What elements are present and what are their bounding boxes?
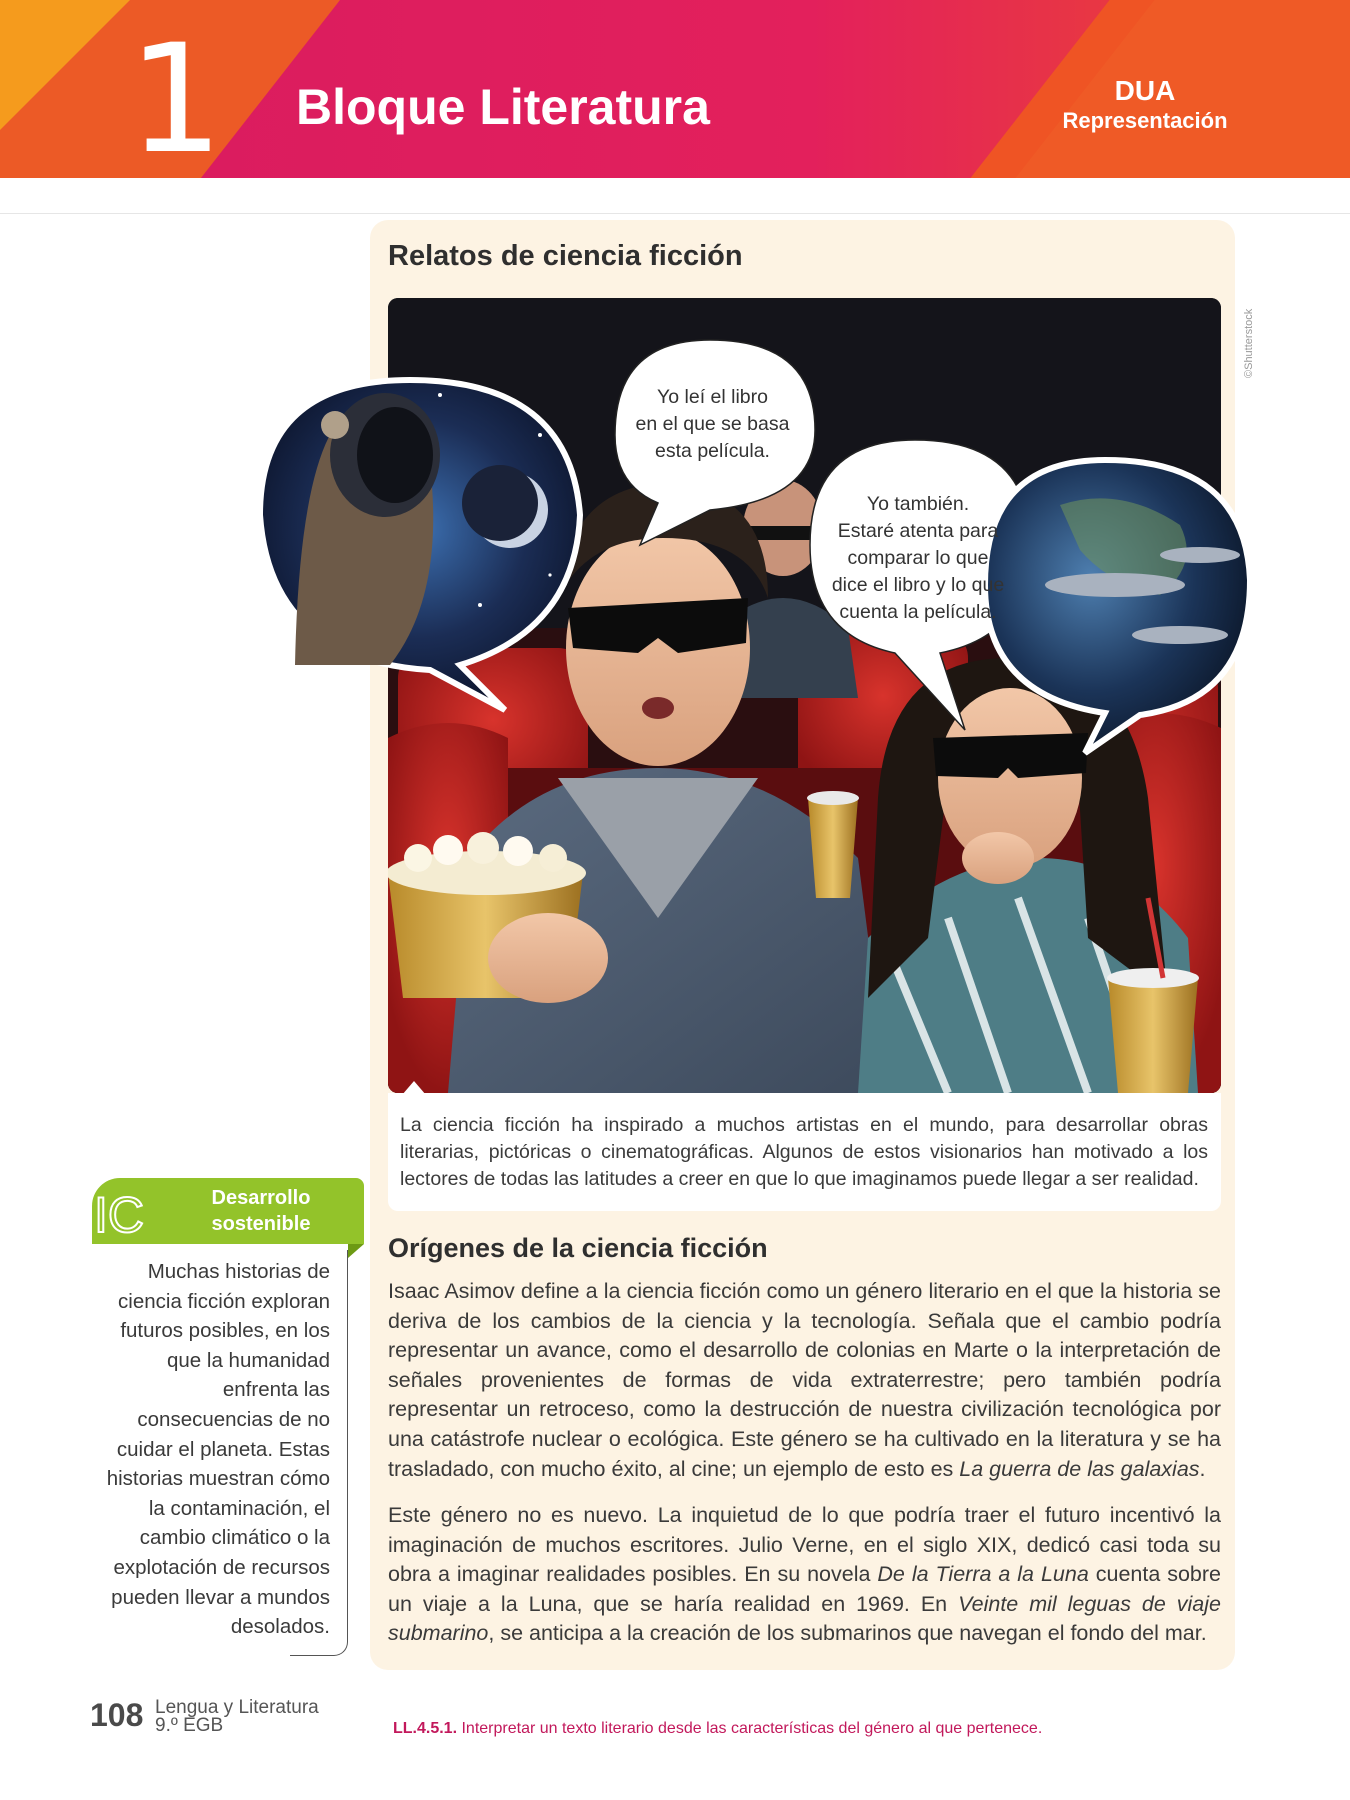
film-title: La guerra de las galaxias — [959, 1456, 1200, 1481]
sidebar-line: que la humanidad — [167, 1348, 330, 1372]
ic-logo-text: IC — [94, 1188, 144, 1238]
dua-title: DUA — [1114, 75, 1176, 106]
sidebar-line: explotación de recursos — [113, 1555, 330, 1579]
novel-title-2: Veinte mil leguas de viaje submarino — [388, 1591, 1221, 1646]
origins-p1-end: . — [1199, 1456, 1206, 1481]
sidebar-line: pueden llevar a mundos — [111, 1585, 330, 1609]
image-credit-text: ©Shutterstock — [1243, 308, 1255, 378]
ic-logo-icon — [92, 1188, 162, 1238]
earth-thought-bubble — [985, 460, 1250, 753]
image-credit — [1238, 300, 1258, 380]
footer-subject — [155, 1699, 319, 1735]
bubble-right-line: Yo también. — [866, 493, 970, 515]
origins-p2-c: , se anticipa a la creación de los submarinos que navegan el fondo del mar. — [488, 1621, 1207, 1646]
bubble-right-line: dice el libro y lo que — [831, 574, 1005, 596]
banner-corner-triangle — [0, 0, 130, 130]
sidebar-line: la contaminación, el — [148, 1496, 330, 1520]
sustainable-dev-label-line2: sostenible — [211, 1213, 311, 1235]
sidebar-line: futuros posibles, en los — [120, 1319, 330, 1343]
sidebar-text — [96, 1257, 330, 1642]
section-title: Relatos de ciencia ficción — [388, 240, 743, 272]
skill-text: Interpretar un texto literario desde las características del género al que pertenece. — [461, 1720, 1043, 1737]
chapter-number: 1 — [128, 13, 224, 187]
dua-subtitle: Representación — [1062, 108, 1228, 133]
sidebar-line: consecuencias de no — [137, 1407, 330, 1431]
image-caption: La ciencia ficción ha inspirado a muchos artistas en el mundo, para desarrollar obras literarias, pictóricas o cinematográficas. Algunos de estos visionarios han motivado a los lectores de todas las latitudes a creer en que lo que imaginamos puede llegar a ser realidad. — [400, 1114, 1208, 1190]
sidebar-line: cuidar el planeta. Estas — [116, 1437, 330, 1461]
skill-criterion — [393, 1720, 1042, 1738]
origins-p1-text: Isaac Asimov define a la ciencia ficción como un género literario en el que la historia se deriva de los cambios de la ciencia y la tecnología. Señala que el cambio podría representar un avance, como el desarrollo de colonias en Marte o la interpretación de señales provenientes de formas de vida extraterrestre; pero también podría representar un retroceso, como la destrucción de nuestra civilización tecnológica por una catástrofe nuclear o ecológica. Este género se ha cultivado en la literatura y se ha trasladado, con mucho éxito, al cine; un ejemplo de esto es — [388, 1279, 1221, 1481]
sidebar-line: enfrenta las — [222, 1378, 330, 1402]
header-divider — [0, 213, 1350, 214]
bubble-right-line: cuenta la película. — [839, 601, 997, 623]
origins-p2-b: cuenta sobre un viaje a la Luna, que se haría realidad en 1969. En — [388, 1562, 1222, 1616]
bubble-left-line: esta película. — [655, 440, 770, 462]
sustainable-dev-label-line1: Desarrollo — [211, 1187, 311, 1209]
sustainable-dev-label — [176, 1185, 346, 1237]
sidebar-line: ciencia ficción exploran — [118, 1289, 330, 1313]
sidebar-line: cambio climático o la — [139, 1526, 330, 1550]
bubble-right-line: comparar lo que — [847, 547, 989, 569]
sidebar-line: historias muestran cómo — [106, 1467, 330, 1491]
bubble-left-line: Yo leí el libro — [657, 386, 768, 408]
footer-grade: 9.º EGB — [155, 1715, 224, 1736]
caption-pointer — [400, 1079, 430, 1095]
speech-bubble-left — [625, 384, 800, 465]
sustainable-dev-tab-fold — [348, 1244, 364, 1258]
page-number: 108 — [90, 1697, 144, 1733]
dua-badge — [1040, 74, 1250, 134]
sidebar-line: desolados. — [230, 1615, 330, 1639]
footer-subject-name: Lengua y Literatura — [155, 1697, 319, 1718]
chapter-title: Bloque Literatura — [296, 79, 710, 135]
skill-code: LL.4.5.1. — [393, 1720, 458, 1737]
origins-p2-a: Este género no es nuevo. La inquietud de lo que podría traer el futuro incentivó la imaginación de muchos escritores. Julio Verne, en el siglo XIX, dedicó casi toda su obra a imaginar realidades posibles. En su novela — [388, 1503, 1221, 1587]
astronaut-thought-bubble — [260, 380, 580, 710]
origins-title: Orígenes de la ciencia ficción — [388, 1233, 768, 1263]
sidebar-line: Muchas historias de — [147, 1260, 330, 1283]
origins-paragraph-2 — [388, 1501, 1221, 1649]
bubble-left-line: en el que se basa — [635, 413, 790, 435]
speech-bubble-right — [818, 491, 1018, 626]
novel-title-1: De la Tierra a la Luna — [877, 1562, 1089, 1587]
origins-paragraph-1 — [388, 1277, 1221, 1484]
bubble-right-line: Estaré atenta para — [837, 520, 999, 542]
